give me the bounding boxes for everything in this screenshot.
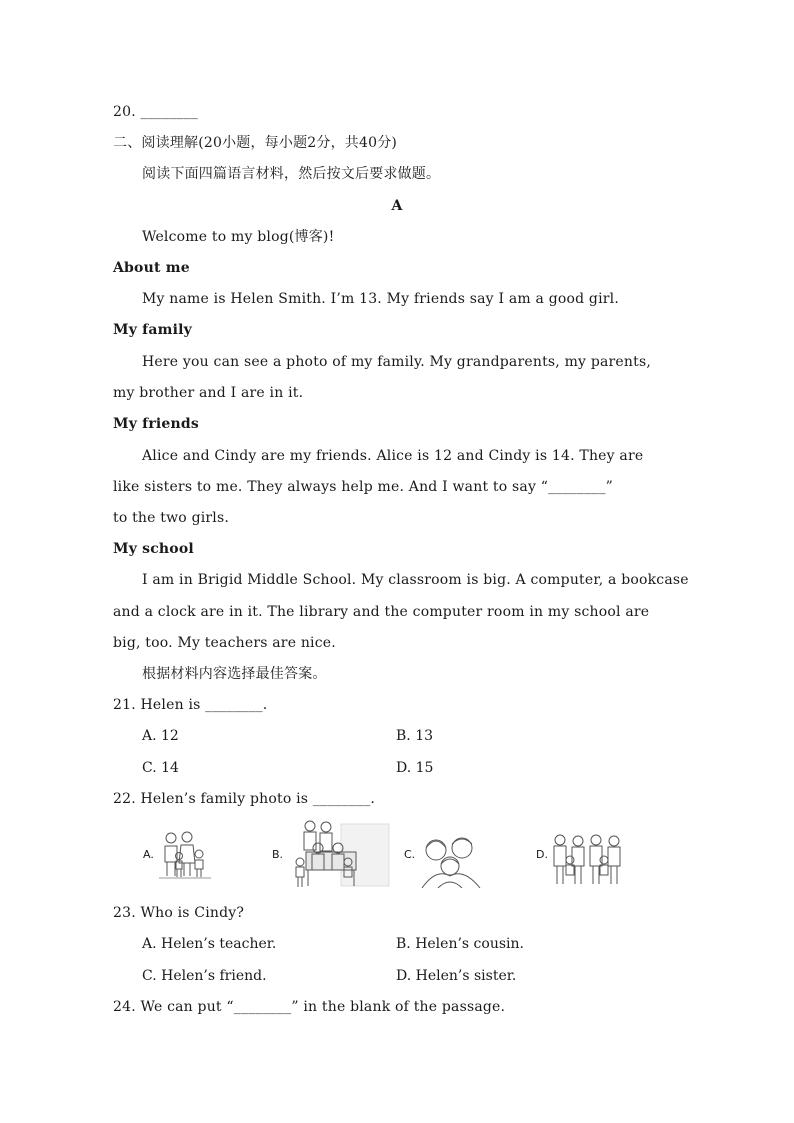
option-d-label: D. bbox=[536, 848, 548, 861]
friends-text-line-3: to the two girls. bbox=[113, 510, 230, 526]
school-text-line-2: and a clock are in it. The library and the computer room in my school are bbox=[113, 604, 650, 620]
school-text-line-3: big, too. My teachers are nice. bbox=[113, 635, 336, 651]
passage-label: A bbox=[391, 198, 403, 214]
family-of-three-picture bbox=[418, 834, 484, 888]
family-text-line-2: my brother and I are in it. bbox=[113, 385, 304, 401]
question-24-stem: 24. We can put “________” in the blank of the passage. bbox=[113, 999, 506, 1015]
question-23-option-c[interactable]: C. Helen’s friend. bbox=[142, 968, 267, 984]
question-20: 20. ________ bbox=[113, 104, 199, 120]
family-heading: My family bbox=[113, 322, 192, 338]
about-text: My name is Helen Smith. I’m 13. My friends say I am a good girl. bbox=[142, 291, 619, 307]
question-23-stem: 23. Who is Cindy? bbox=[113, 905, 245, 921]
question-21-option-c[interactable]: C. 14 bbox=[142, 760, 179, 776]
large-family-picture bbox=[286, 818, 392, 892]
option-c-label: C. bbox=[404, 848, 416, 861]
question-22-stem: 22. Helen’s family photo is ________. bbox=[113, 791, 376, 807]
choose-instruction: 根据材料内容选择最佳答案。 bbox=[142, 666, 327, 682]
question-22-option-c[interactable] bbox=[404, 818, 484, 892]
family-of-four-picture bbox=[157, 828, 213, 884]
option-a-label: A. bbox=[143, 848, 154, 861]
question-23-option-d[interactable]: D. Helen’s sister. bbox=[396, 968, 517, 984]
question-22-option-b[interactable] bbox=[272, 818, 392, 892]
friends-heading: My friends bbox=[113, 416, 199, 432]
question-22-option-a[interactable] bbox=[143, 818, 213, 892]
question-21-option-d[interactable]: D. 15 bbox=[396, 760, 434, 776]
group-family-picture bbox=[550, 832, 626, 888]
section-title: 二、阅读理解(20小题，每小题2分，共40分) bbox=[113, 135, 398, 151]
question-22-option-d[interactable] bbox=[536, 818, 626, 892]
friends-text-line-1: Alice and Cindy are my friends. Alice is 12 and Cindy is 14. They are bbox=[142, 448, 644, 464]
question-21-option-a[interactable]: A. 12 bbox=[142, 728, 179, 744]
friends-text-line-2: like sisters to me. They always help me. And I want to say “________” bbox=[113, 479, 614, 495]
school-heading: My school bbox=[113, 541, 194, 557]
option-b-label: B. bbox=[272, 848, 284, 861]
question-23-option-b[interactable]: B. Helen’s cousin. bbox=[396, 936, 524, 952]
school-text-line-1: I am in Brigid Middle School. My classroom is big. A computer, a bookcase bbox=[142, 572, 689, 588]
question-23-option-a[interactable]: A. Helen’s teacher. bbox=[142, 936, 277, 952]
about-heading: About me bbox=[113, 260, 190, 276]
question-21-option-b[interactable]: B. 13 bbox=[396, 728, 434, 744]
welcome-line: Welcome to my blog(博客)! bbox=[142, 229, 335, 245]
question-21-stem: 21. Helen is ________. bbox=[113, 697, 268, 713]
section-instruction: 阅读下面四篇语言材料，然后按文后要求做题。 bbox=[142, 166, 441, 182]
family-text-line-1: Here you can see a photo of my family. My grandparents, my parents, bbox=[142, 354, 651, 370]
